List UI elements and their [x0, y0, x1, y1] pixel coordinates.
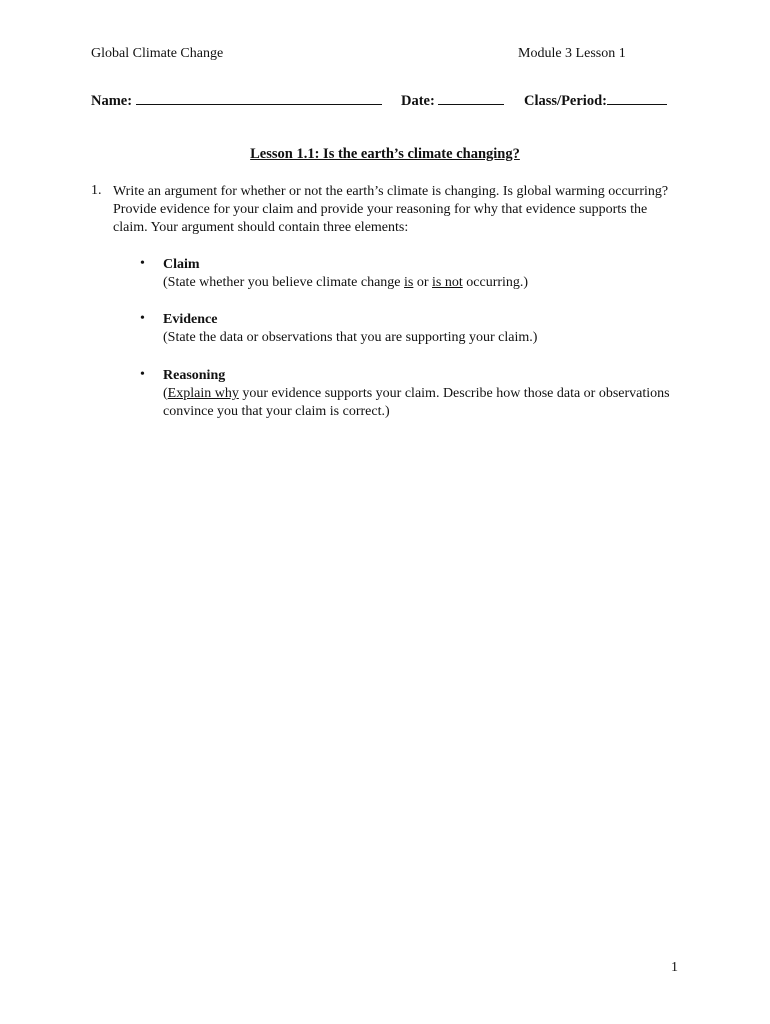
question-number: 1. — [91, 183, 102, 198]
date-field — [401, 92, 504, 110]
lesson-title: Lesson 1.1: Is the earth’s climate changing? — [250, 146, 520, 162]
course-title: Global Climate Change — [91, 46, 224, 61]
name-field — [91, 92, 382, 110]
module-lesson-label: Module 3 Lesson 1 — [518, 46, 626, 61]
evidence-element — [163, 311, 683, 347]
bullet-icon: • — [140, 367, 145, 382]
claim-element — [163, 256, 683, 292]
class-period-label: Class/Period: — [524, 93, 607, 109]
date-label: Date: — [401, 93, 435, 109]
bullet-icon: • — [140, 311, 145, 326]
date-blank-line — [438, 92, 504, 105]
reasoning-title: Reasoning — [163, 368, 226, 383]
question-text: Write an argument for whether or not the earth’s climate is changing. Is global warming occurring? Provide evidence for your claim and provide your reasoning for why that evidence supports the claim. Your argument should contain three elements: — [113, 184, 669, 235]
page-number: 1 — [671, 960, 678, 975]
name-blank-line — [136, 92, 382, 105]
evidence-title: Evidence — [163, 312, 218, 327]
evidence-description: (State the data or observations that you are supporting your claim.) — [163, 330, 538, 345]
claim-title: Claim — [163, 257, 200, 272]
class-period-field — [524, 92, 667, 110]
class-period-blank-line — [607, 92, 667, 105]
reasoning-element — [163, 367, 683, 421]
claim-description: (State whether you believe climate change is or is not occurring.) — [163, 275, 529, 290]
bullet-icon: • — [140, 256, 145, 271]
name-label: Name: — [91, 93, 133, 109]
reasoning-description: (Explain why your evidence supports your claim. Describe how those data or observations convince you that your claim is correct.) — [163, 386, 670, 419]
